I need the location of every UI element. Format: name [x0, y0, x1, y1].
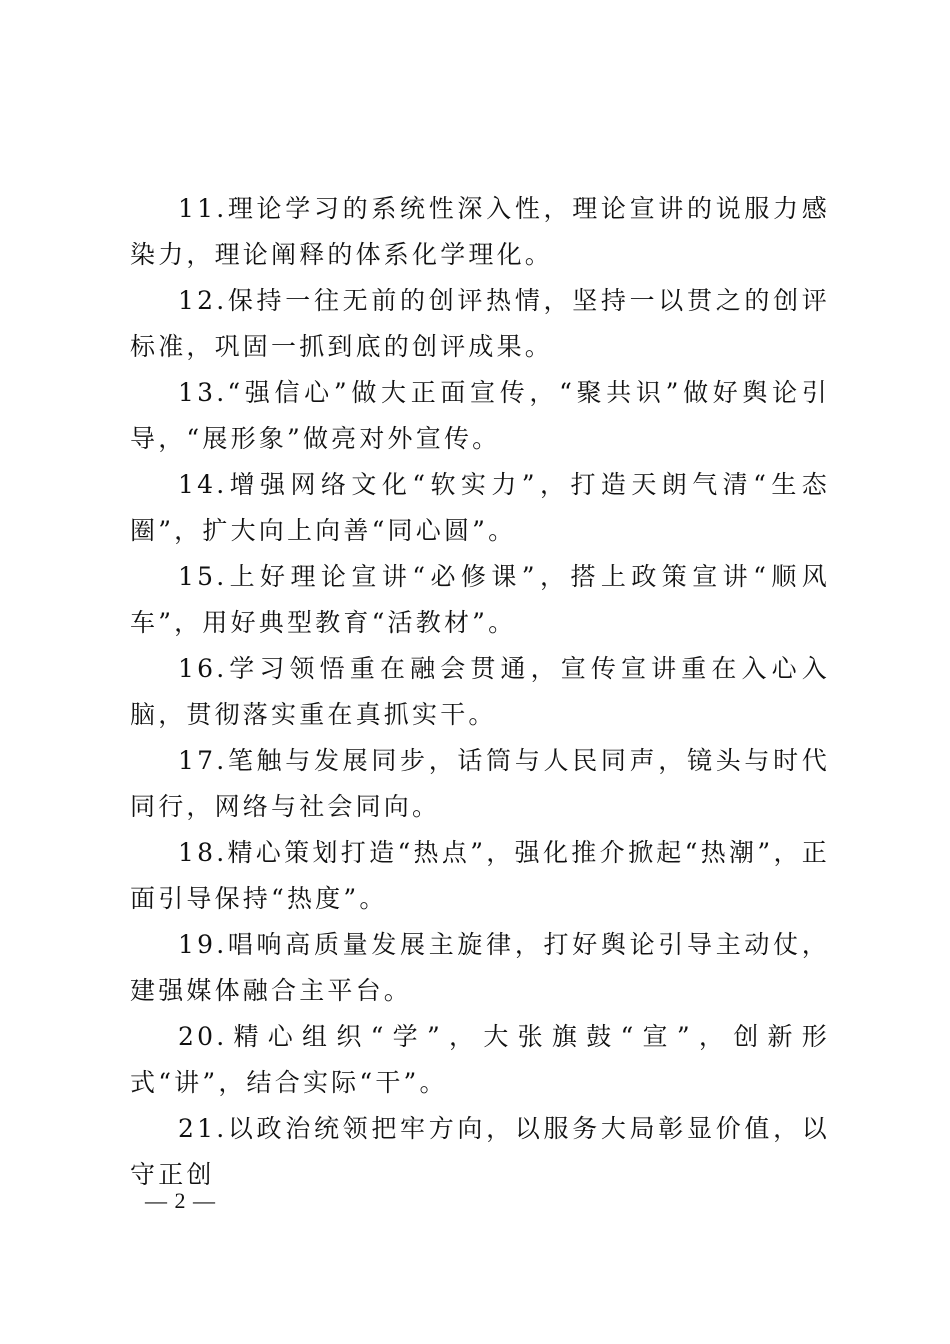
document-body: [130, 186, 830, 1198]
paragraph-15: 15.上好理论宣讲“必修课”，搭上政策宣讲“顺风车”，用好典型教育“活教材”。: [130, 562, 830, 637]
paragraph-12: 12.保持一往无前的创评热情，坚持一以贯之的创评标准，巩固一抓到底的创评成果。: [130, 286, 830, 361]
paragraph-11: 11.理论学习的系统性深入性，理论宣讲的说服力感染力，理论阐释的体系化学理化。: [130, 194, 830, 269]
paragraph-17: 17.笔触与发展同步，话筒与人民同声，镜头与时代同行，网络与社会同向。: [130, 746, 830, 821]
paragraph-14: 14.增强网络文化“软实力”，打造天朗气清“生态圈”，扩大向上向善“同心圆”。: [130, 470, 830, 545]
paragraph-18: 18.精心策划打造“热点”，强化推介掀起“热潮”，正面引导保持“热度”。: [130, 838, 830, 913]
page-number: — 2 —: [145, 1188, 216, 1213]
paragraph-13: 13.“强信心”做大正面宣传，“聚共识”做好舆论引导，“展形象”做亮对外宣传。: [130, 378, 830, 453]
paragraph-21: 21.以政治统领把牢方向，以服务大局彰显价值，以守正创: [130, 1114, 830, 1189]
paragraph-20: 20.精心组织“学”，大张旗鼓“宣”，创新形式“讲”，结合实际“干”。: [130, 1022, 830, 1097]
paragraph-16: 16.学习领悟重在融会贯通，宣传宣讲重在入心入脑，贯彻落实重在真抓实干。: [130, 654, 830, 729]
paragraph-19: 19.唱响高质量发展主旋律，打好舆论引导主动仗，建强媒体融合主平台。: [130, 930, 830, 1005]
